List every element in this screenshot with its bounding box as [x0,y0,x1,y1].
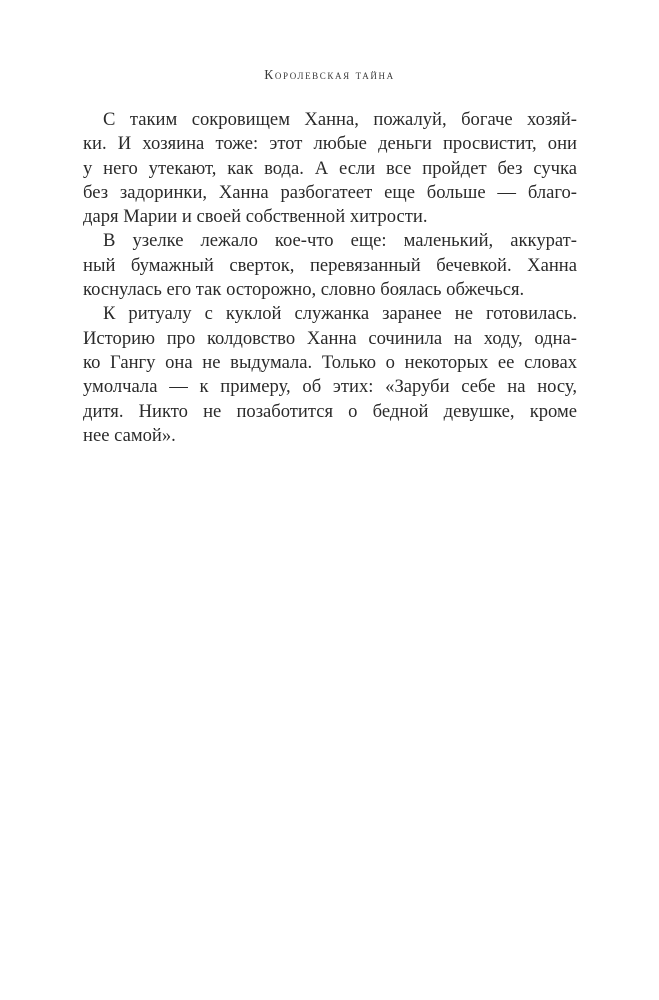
text-line: без задоринки, Ханна разбогатеет еще больше — благо- [83,181,577,203]
text-line: ки. И хозяина тоже: этот любые деньги просвистит, они [83,133,577,155]
text-line: у него утекают, как вода. А если все пройдет без сучка [83,157,577,179]
text-line: В узелке лежало кое-что еще: маленький, аккурат- [103,230,577,252]
body-text [83,108,577,448]
text-line: Историю про колдовство Ханна сочинила на ходу, одна- [83,327,577,349]
text-line: К ритуалу с куклой служанка заранее не готовилась. [103,303,577,325]
running-head: Королевская тайна [264,67,395,82]
paragraph [83,302,577,448]
paragraph [83,229,577,302]
text-line: ный бумажный сверток, перевязанный бечевкой. Ханна [83,254,577,276]
paragraph [83,108,577,229]
text-line: С таким сокровищем Ханна, пожалуй, богаче хозяй- [103,109,577,130]
text-line: даря Марии и своей собственной хитрости. [83,206,428,228]
text-line: нее самой». [83,424,176,446]
text-line: дитя. Никто не позаботится о бедной девушке, кроме [83,400,577,422]
text-line: ко Гангу она не выдумала. Только о некоторых ее словах [83,351,577,373]
text-line: умолчала — к примеру, об этих: «Заруби себе на носу, [83,376,577,398]
text-line: коснулась его так осторожно, словно боялась обжечься. [83,279,525,301]
